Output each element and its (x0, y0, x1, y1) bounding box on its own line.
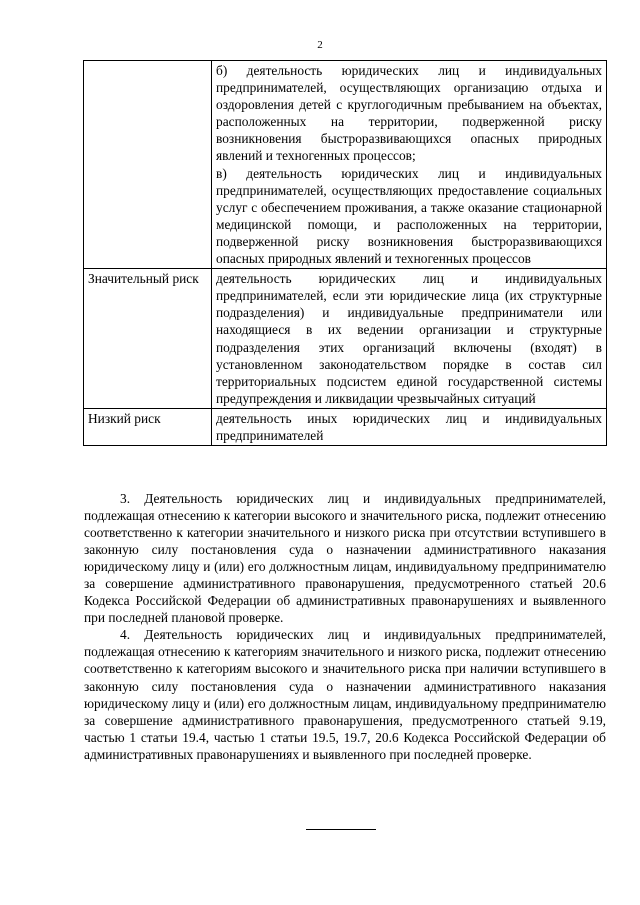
activity-paragraph: в) деятельность юридических лиц и индивидуальных предпринимателей, осуществляющих предоставление социальных услуг с обеспечением проживания, а также оказание стационарной медицинской помощи, и расположенных на территории, подверженной риску возникновения быстроразвивающихся опасных природных явлений и техногенных процессов (216, 165, 602, 267)
activity-description-cell (212, 408, 607, 445)
end-divider (306, 829, 376, 830)
clause-3-paragraph: 3. Деятельность юридических лиц и индивидуальных предпринимателей, подлежащая отнесению к категории высокого и значительного риска, подлежит отнесению соответственно к категории значительного и низкого риска при отсутствии вступившего в законную силу постановления суда о назначении административного наказания юридическому лицу и (или) его должностным лицам, индивидуальному предпринимателю за совершение административного правонарушения, предусмотренного статьей 20.6 Кодекса Российской Федерации об административных правонарушениях и выявленного при последней плановой проверке. (84, 491, 606, 626)
risk-category-cell: Значительный риск (84, 269, 212, 409)
risk-category-table (83, 60, 607, 446)
risk-category-cell (84, 61, 212, 269)
page-number: 2 (317, 39, 323, 51)
activity-description-cell (212, 61, 607, 269)
activity-description-cell (212, 269, 607, 409)
table-row (84, 408, 607, 445)
table-row (84, 61, 607, 269)
activity-paragraph: деятельность иных юридических лиц и индивидуальных предпринимателей (216, 410, 602, 443)
clause-4-paragraph: 4. Деятельность юридических лиц и индивидуальных предпринимателей, подлежащая отнесению к категориям значительного и низкого риска, подлежит отнесению соответственно к категориям высокого и значительного риска при наличии вступившего в законную силу постановления суда о назначении административного наказания юридическому лицу и (или) его должностным лицам, индивидуальному предпринимателю за совершение административного правонарушения, предусмотренного статьей 9.19, частью 1 статьи 19.4, частью 1 статьи 19.5, 19.7, 20.6 Кодекса Российской Федерации об административных правонарушениях и выявленного при последней проверке. (84, 627, 606, 762)
risk-category-cell: Низкий риск (84, 408, 212, 445)
activity-paragraph: б) деятельность юридических лиц и индивидуальных предпринимателей, осуществляющих организацию отдыха и оздоровления детей с круглогодичным пребыванием на объектах, расположенных на территории, подверженной риску возникновения быстроразвивающихся опасных природных явлений и техногенных процессов; (216, 63, 602, 164)
table-row (84, 269, 607, 409)
activity-paragraph: деятельность юридических лиц и индивидуальных предпринимателей, если эти юридические лица (их структурные подразделения) и индивидуальные предприниматели или находящиеся в их ведении организации и структурные подразделения этих организаций включены (входят) в установленном законодательством порядке в состав сил территориальных подсистем единой государственной системы предупреждения и ликвидации чрезвычайных ситуаций (216, 271, 602, 406)
body-text (84, 490, 606, 763)
